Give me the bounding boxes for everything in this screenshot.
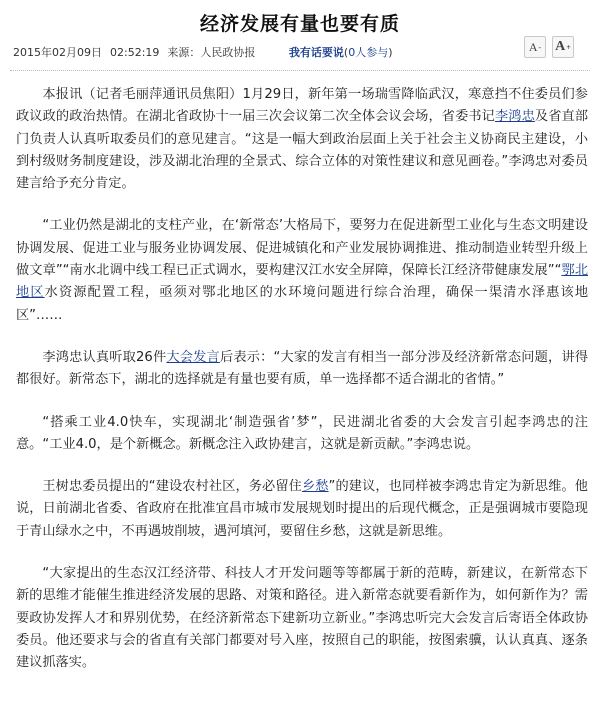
article-body xyxy=(16,84,588,695)
source-name: 人民政协报 xyxy=(200,46,256,59)
keyword-link-ebei-region[interactable]: 鄂北地区 xyxy=(16,263,589,301)
source-label: 来源： xyxy=(167,46,201,59)
meta-divider xyxy=(10,70,590,71)
paragraph-text: 王树忠委员提出的“建设农村社区，务必留住 xyxy=(42,479,302,495)
comment-link[interactable]: 我有话要说 xyxy=(288,46,344,59)
font-increase-mark: + xyxy=(566,42,571,52)
paragraph-text: ”的建议，也同样被李鸿忠肯定为新思维。他说，日前湖北省委、省政府在批准宜昌市城市发展规划时提出的后现代概念，正是强调城市要隐现于青山绿水之中，不再遇坡削坡，遇河填河，要留住乡愁，这就是新思维。 xyxy=(16,479,588,539)
paragraph-3 xyxy=(16,347,588,392)
paragraph-text: “工业仍然是湖北的支柱产业，在‘新常态’大格局下，要努力在促进新型工业化与生态文明建设协调发展、促进工业与服务业协调发展、促进城镇化和产业发展协调推进、推动制造业转型升级上做文章”“南水北调中线工程已正式调水，要构建汉江水安全屏障，保障长江经济带健康发展”“ xyxy=(16,218,588,279)
paragraph-2 xyxy=(16,215,588,326)
font-increase-icon: A xyxy=(555,39,566,54)
font-decrease-button[interactable] xyxy=(524,36,546,58)
paragraph-1 xyxy=(16,84,588,195)
comment-count-link[interactable]: 0人参与 xyxy=(348,46,389,59)
paragraph-text: 及省直部门负责人认真听取委员们的意见建言。“这是一幅大到政治层面上关于社会主义协商民主建设，小到村级财务制度建设，涉及湖北治理的全景式、综合立体的对策性建议和意见画卷。”李鸿忠对委员建言给予充分肯定。 xyxy=(16,109,589,192)
font-increase-button[interactable] xyxy=(552,36,574,58)
paragraph-text: “搭乘工业4.0快车，实现湖北‘制造强省’梦”，民进湖北省委的大会发言引起李鸿忠的注意。“工业4.0，是个新概念。新概念注入政协建言，这就是新贡献。”李鸿忠说。 xyxy=(16,414,588,452)
paragraph-text: 本报讯（记者毛丽萍通讯员焦阳）1月29日，新年第一场瑞雪降临武汉，寒意挡不住委员们参政议政的政治热情。在湖北省政协十一届三次会议第二次全体会议会场，省委书记 xyxy=(16,87,588,125)
font-decrease-mark: - xyxy=(538,42,542,52)
keyword-link-li-hongzhong[interactable]: 李鸿忠 xyxy=(494,109,535,125)
comment-open: ( xyxy=(343,46,349,59)
article-title: 经济发展有量也要有质 xyxy=(199,13,400,35)
paragraph-text: 水资源配置工程，亟须对鄂北地区的水环境问题进行综合治理，确保一渠清水泽惠该地区”…… xyxy=(16,285,589,323)
keyword-link-nostalgia[interactable]: 乡愁 xyxy=(301,479,329,495)
keyword-link-conference-speech[interactable]: 大会发言 xyxy=(166,349,220,365)
paragraph-5 xyxy=(16,476,588,543)
publish-time: 02:52:19 xyxy=(110,46,160,59)
article-meta xyxy=(13,44,393,60)
paragraph-text: 后表示：“大家的发言有相当一部分涉及经济新常态问题，讲得都很好。新常态下，湖北的选择就是有量也要有质，单一选择都不适合湖北的省情。” xyxy=(16,349,589,388)
paragraph-text: 李鸿忠认真听取26件 xyxy=(42,349,167,365)
comment-close: ) xyxy=(388,46,393,59)
font-decrease-icon: A xyxy=(528,39,538,54)
publish-date: 2015年02月09日 xyxy=(13,46,102,59)
paragraph-4 xyxy=(16,412,588,457)
paragraph-text: “大家提出的生态汉江经济带、科技人才开发问题等等都属于新的范畴，新建议，在新常态下新的思维才能催生推进经济发展的思路、对策和路径。进入新常态就要看新作为，如何新作为？需要政协发挥人才和界别优势，在经济新常态下建新功立新业。”李鸿忠听完大会发言后寄语全体政协委员。他还要求与会的省直有关部门都要对号入座，按照自己的职能，按图索骥，认认真真、逐条建议抓落实。 xyxy=(16,566,588,671)
paragraph-6 xyxy=(16,563,588,674)
